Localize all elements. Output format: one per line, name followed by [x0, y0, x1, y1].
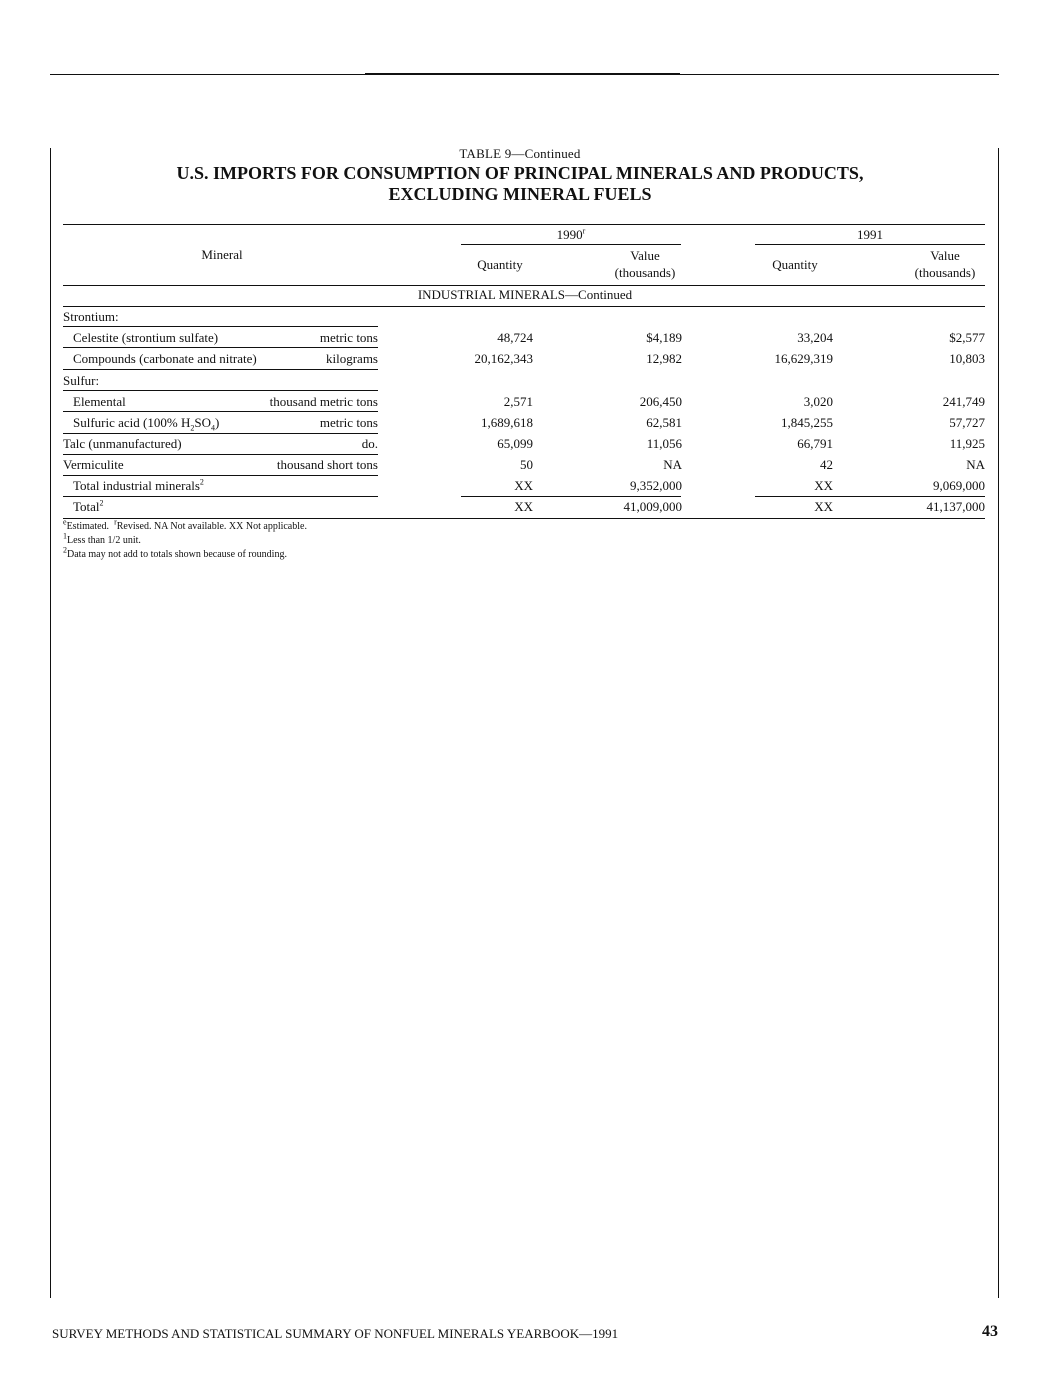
cell-value-1990: 11,056 — [646, 436, 682, 451]
cell-value-1990: 206,450 — [639, 394, 682, 409]
cell-value-1990: $4,189 — [646, 330, 682, 345]
row-label: Elemental — [73, 394, 126, 409]
row-label: Talc (unmanufactured) — [63, 436, 182, 451]
totals-rule — [461, 496, 681, 497]
row-rule — [63, 433, 378, 434]
cell-value-1991: 9,069,000 — [933, 478, 985, 493]
cell-value-1991: 41,137,000 — [926, 499, 985, 514]
cell-quantity-1990: XX — [514, 478, 533, 493]
row-rule — [63, 475, 378, 476]
row-rule — [63, 347, 378, 348]
cell-quantity-1991: 66,791 — [797, 436, 833, 451]
header-bottom-rule — [63, 285, 985, 286]
column-header-year-1990: 1990$^r$ — [556, 226, 586, 242]
cell-value-1990: 62,581 — [646, 415, 682, 430]
table-top-rule — [63, 224, 985, 225]
cell-value-1990: 9,352,000 — [630, 478, 682, 493]
row-rule — [63, 326, 378, 327]
year-1990-rule — [461, 244, 681, 245]
cell-value-1991: 10,803 — [949, 351, 985, 366]
left-margin-rule — [50, 148, 51, 1298]
section-rule — [63, 306, 985, 307]
cell-value-1990: 12,982 — [646, 351, 682, 366]
row-label: Total$^2$ — [73, 498, 104, 514]
section-label: INDUSTRIAL MINERALS—Continued — [417, 287, 633, 302]
table-label: TABLE 9—Continued — [459, 146, 581, 161]
cell-value-1991: 57,727 — [949, 415, 985, 430]
cell-value-1991: NA — [966, 457, 985, 472]
right-margin-rule — [998, 148, 999, 1298]
cell-quantity-1990: 2,571 — [503, 394, 533, 409]
cell-value-1991: 11,925 — [949, 436, 985, 451]
row-rule — [63, 390, 378, 391]
cell-quantity-1990: 50 — [520, 457, 533, 472]
footnote-1: $^1$Less than 1/2 unit. — [63, 531, 141, 546]
page-number: 43 — [982, 1323, 998, 1340]
table-bottom-rule — [63, 518, 985, 519]
footnote-abbreviations: $^e$Estimated. $^r$Revised. NA Not available. XX Not applicable. — [63, 517, 307, 532]
row-label: Compounds (carbonate and nitrate) — [73, 351, 257, 366]
cell-quantity-1991: 16,629,319 — [774, 351, 833, 366]
cell-value-1991: $2,577 — [949, 330, 985, 345]
row-unit: metric tons — [319, 330, 378, 345]
column-header-year-1991: 1991 — [857, 227, 883, 242]
row-rule — [63, 369, 378, 370]
cell-quantity-1991: 1,845,255 — [781, 415, 833, 430]
row-unit: thousand metric tons — [269, 394, 378, 409]
column-header-value-1991-line-2: (thousands) — [914, 265, 976, 280]
row-label: Vermiculite — [63, 457, 124, 472]
column-header-value-1990-line-1: Value — [630, 248, 660, 263]
totals-rule — [755, 496, 985, 497]
row-label: Total industrial minerals$^2$ — [73, 477, 204, 493]
row-label: Sulfur: — [63, 373, 100, 388]
row-unit: kilograms — [326, 351, 378, 366]
column-header-mineral: Mineral — [201, 247, 243, 262]
column-header-quantity-1990: Quantity — [477, 257, 523, 272]
cell-quantity-1990: XX — [514, 499, 533, 514]
column-header-value-1991-line-1: Value — [930, 248, 960, 263]
top-rule-accent — [365, 73, 680, 75]
row-unit: thousand short tons — [276, 457, 378, 472]
row-label: Strontium: — [63, 309, 119, 324]
cell-value-1990: 41,009,000 — [623, 499, 682, 514]
column-header-value-1990-line-2: (thousands) — [614, 265, 676, 280]
cell-value-1991: 241,749 — [942, 394, 985, 409]
cell-quantity-1991: XX — [814, 478, 833, 493]
row-unit: do. — [361, 436, 378, 451]
cell-quantity-1991: 42 — [820, 457, 833, 472]
cell-quantity-1990: 48,724 — [497, 330, 533, 345]
row-label: Celestite (strontium sulfate) — [73, 330, 219, 345]
cell-quantity-1990: 20,162,343 — [474, 351, 533, 366]
row-rule — [63, 411, 378, 412]
cell-quantity-1991: 33,204 — [797, 330, 833, 345]
cell-quantity-1991: XX — [814, 499, 833, 514]
column-header-quantity-1991: Quantity — [772, 257, 818, 272]
cell-quantity-1990: 65,099 — [497, 436, 533, 451]
row-label: Sulfuric acid (100% $H_2SO_4$) — [73, 415, 220, 433]
footnote-2: $^2$Data may not add to totals shown because of rounding. — [63, 545, 287, 560]
row-rule — [63, 454, 378, 455]
row-unit: metric tons — [319, 415, 378, 430]
year-1991-rule — [755, 244, 985, 245]
cell-value-1990: NA — [663, 457, 682, 472]
table-title-line-1: U.S. IMPORTS FOR CONSUMPTION OF PRINCIPAL MINERALS AND PRODUCTS, — [176, 163, 864, 183]
cell-quantity-1991: 3,020 — [803, 394, 833, 409]
cell-quantity-1990: 1,689,618 — [481, 415, 533, 430]
table-title-line-2: EXCLUDING MINERAL FUELS — [388, 184, 652, 204]
running-footer-title: SURVEY METHODS AND STATISTICAL SUMMARY OF NONFUEL MINERALS YEARBOOK—1991 — [52, 1326, 619, 1341]
totals-rule — [63, 496, 378, 497]
